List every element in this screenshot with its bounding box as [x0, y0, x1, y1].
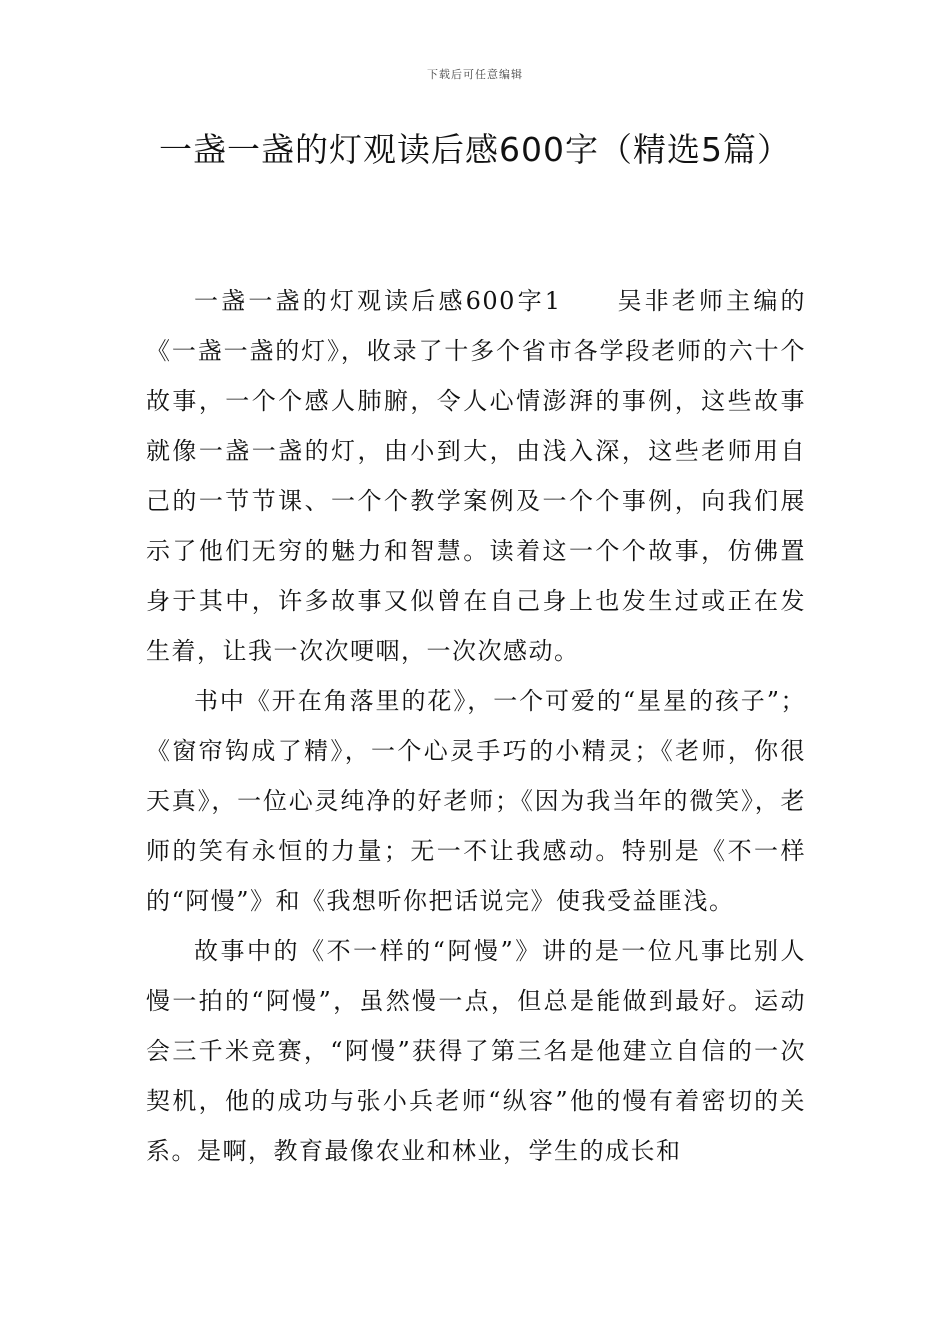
document-body [146, 276, 806, 1176]
paragraph-3: 故事中的《不一样的“阿慢”》讲的是一位凡事比别人慢一拍的“阿慢”，虽然慢一点，但总是能做到最好。运动会三千米竞赛，“阿慢”获得了第三名是他建立自信的一次契机，他的成功与张小兵老师“纵容”他的慢有着密切的关系。是啊，教育最像农业和林业，学生的成长和 [146, 937, 806, 1165]
paragraph-1: 一盏一盏的灯观读后感600字1 吴非老师主编的《一盏一盏的灯》，收录了十多个省市各学段老师的六十个故事，一个个感人肺腑，令人心情澎湃的事例，这些故事就像一盏一盏的灯，由小到大，由浅入深，这些老师用自己的一节节课、一个个教学案例及一个个事例，向我们展示了他们无穷的魅力和智慧。读着这一个个故事，仿佛置身于其中，许多故事又似曾在自己身上也发生过或正在发生着，让我一次次哽咽，一次次感动。 [146, 287, 806, 665]
paragraph-2: 书中《开在角落里的花》，一个可爱的“星星的孩子”；《窗帘钩成了精》，一个心灵手巧的小精灵；《老师，你很天真》，一位心灵纯净的好老师；《因为我当年的微笑》，老师的笑有永恒的力量；无一不让我感动。特别是《不一样的“阿慢”》和《我想听你把话说完》使我受益匪浅。 [146, 687, 806, 915]
document-title: 一盏一盏的灯观读后感600字（精选5篇） [159, 130, 791, 169]
header-note: 下载后可任意编辑 [427, 68, 523, 81]
